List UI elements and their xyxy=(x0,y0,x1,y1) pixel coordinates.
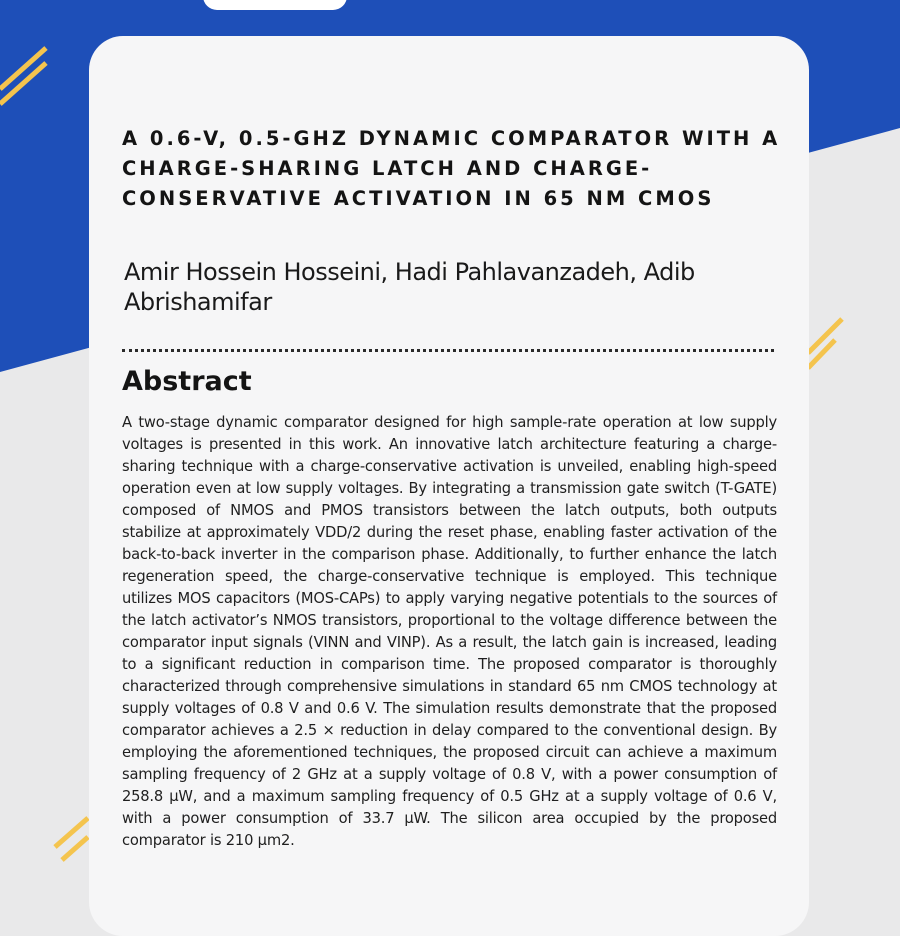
paper-authors: Amir Hossein Hosseini, Hadi Pahlavanzadeh, Adib Abrishamifar xyxy=(124,258,695,316)
paper-title: A 0.6-V, 0.5-GHZ DYNAMIC COMPARATOR WITH A CHARGE-SHARING LATCH AND CHARGE-CONSERVATIVE ACTIVATION IN 65 NM CMOS xyxy=(122,127,781,210)
accent-stripes-right xyxy=(808,319,842,368)
abstract-body: A two-stage dynamic comparator designed for high sample-rate operation at low supply voltages is presented in this work. An innovative latch architecture featuring a charge-sharing technique with a charge-conservative activation is unveiled, enabling high-speed operation even at low supply voltages. By integrating a transmission gate switch (T-GATE) composed of NMOS and PMOS transistors between the latch outputs, both outputs stabilize at approximately VDD/2 during the reset phase, enabling faster activation of the back-to-back inverter in the comparison phase. Additionally, to further enhance the latch regeneration speed, the charge-conservative technique is employed. This technique utilizes MOS capacitors (MOS-CAPs) to apply varying negative potentials to the sources of the latch activator’s NMOS transistors, proportional to the voltage difference between the comparator input signals (VINN and VINP). As a result, the latch gain is increased, leading to a significant reduction in comparison time. The proposed comparator is thoroughly characterized through comprehensive simulations in standard 65 nm CMOS technology at supply voltages of 0.8 V and 0.6 V. The simulation results demonstrate that the proposed comparator achieves a 2.5 × reduction in delay compared to the conventional design. By employing the aforementioned techniques, the proposed circuit can achieve a maximum sampling frequency of 2 GHz at a supply voltage of 0.8 V, with a power consumption of 258.8 μW, and a maximum sampling frequency of 0.5 GHz at a supply voltage of 0.6 V, with a power consumption of 33.7 μW. The silicon area occupied by the proposed comparator is 210 μm2. xyxy=(122,414,777,849)
dotted-divider xyxy=(122,349,774,352)
top-tab-decoration xyxy=(203,0,347,10)
abstract-heading: Abstract xyxy=(122,366,252,397)
accent-stripes-bottom-left xyxy=(55,818,88,860)
